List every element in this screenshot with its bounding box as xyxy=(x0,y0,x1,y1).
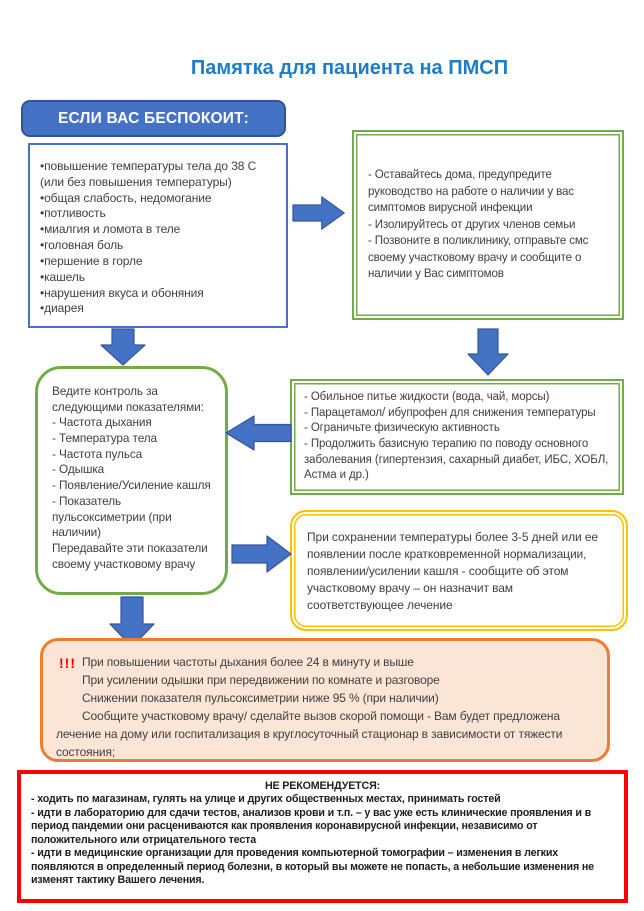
symptom-item: •кашель xyxy=(40,269,85,284)
stay-home-list xyxy=(368,167,608,282)
not-recommended-item: - ходить по магазинам, гулять на улице и других общественных местах, принимать гостей xyxy=(31,793,501,806)
emergency-line: При повышении частоты дыхания более 24 в минуту и выше xyxy=(82,655,414,669)
emergency-line: Снижении показателя пульсоксиметрии ниже 95 % (при наличии) xyxy=(82,691,439,705)
not-recommended-list xyxy=(31,793,614,887)
stay-home-item: - Изолируйтесь от других членов семьи xyxy=(368,217,576,231)
persistent-fever-text: При сохранении температуры более 3-5 дней или ее появлении после кратковременной нормализации, появлении/усилении кашля - сообщите об этом участковому врачу – он назначит вам соответствующее лечение xyxy=(307,530,598,613)
home-treatment-list xyxy=(304,390,610,484)
symptom-item: •потливость xyxy=(40,206,106,221)
symptom-item: •повышение температуры тела до 38 С (или без повышения температуры) xyxy=(40,159,257,189)
emergency-lines xyxy=(56,653,594,761)
home-treatment-item: - Ограничьте физическую активность xyxy=(304,422,500,435)
emergency-line: Сообщите участковому врачу/ сделайте вызов скорой помощи - Вам будет предложена лечение на дому или госпитализация в круглосуточный стационар в зависимости от тяжести состояния; xyxy=(56,709,563,759)
stay-home-item: - Позвоните в поликлинику, отправьте смс своему участковому врачу и сообщите о наличии у Вас симптомов xyxy=(368,234,589,281)
monitor-item: Передавайте эти показатели своему участковому врачу xyxy=(52,540,208,571)
monitor-list xyxy=(52,384,217,572)
monitor-item: Ведите контроль за следующими показателями: xyxy=(52,384,204,414)
triple-exclamation-icon: !!! xyxy=(59,655,76,671)
monitor-item: - Показатель пульсоксиметрии (при наличии) xyxy=(52,493,172,540)
symptoms-box xyxy=(28,143,288,328)
symptoms-list xyxy=(40,159,278,317)
symptom-item: •миалгия и ломота в теле xyxy=(40,222,181,237)
emergency-warning-box xyxy=(40,638,610,762)
arrow-right-icon xyxy=(292,193,346,233)
arrow-down-icon xyxy=(466,328,510,376)
not-recommended-box xyxy=(17,770,628,903)
symptom-item: •головная боль xyxy=(40,238,124,253)
home-treatment-item: - Продолжить базисную терапию по поводу основного заболевания (гипертензия, сахарный диабет, ИБС, ХОБЛ, Астма и др.) xyxy=(304,438,609,482)
page-title: Памятка для пациента на ПМСП xyxy=(190,57,509,79)
monitor-item: - Одышка xyxy=(52,462,105,477)
stay-home-item: - Оставайтесь дома, предупредите руководство на работе о наличии у вас симптомов вирусной инфекции xyxy=(368,168,574,215)
arrow-left-icon xyxy=(224,414,292,452)
arrow-right-icon xyxy=(231,534,293,574)
home-treatment-box xyxy=(290,379,624,495)
symptom-item: •нарушения вкуса и обоняния xyxy=(40,285,204,300)
symptom-item: •першение в горле xyxy=(40,253,143,268)
home-treatment-item: - Обильное питье жидкости (вода, чай, морсы) xyxy=(304,391,550,404)
monitor-indicators-box xyxy=(35,366,228,595)
monitor-item: - Частота дыхания xyxy=(52,415,152,430)
if-worried-label: ЕСЛИ ВАС БЕСПОКОИТ: xyxy=(58,109,249,127)
symptom-item: •общая слабость, недомогание xyxy=(40,190,212,205)
arrow-down-icon xyxy=(99,328,147,366)
not-recommended-item: - идти в лабораторию для сдачи тестов, анализов крови и т.п. – у вас уже есть клинические проявления и в период пандемии они расцениваются как проявления коронавирусной инфекции, независимо от положительного или отрицательного теста xyxy=(31,806,591,846)
monitor-item: - Частота пульса xyxy=(52,446,143,461)
persistent-fever-box xyxy=(290,510,628,631)
symptom-item: •диарея xyxy=(40,301,84,316)
emergency-line: При усилении одышки при передвижении по комнате и разговоре xyxy=(82,673,440,687)
not-recommended-item: - идти в медицинские организации для проведения компьютерной томографии – изменения в легких появляются в определенный период болезни, в который вы можете не попасть, а небольшие изменения не изменят тактику Вашего лечения. xyxy=(31,847,594,887)
monitor-item: - Появление/Усиление кашля xyxy=(52,478,211,493)
home-treatment-item: - Парацетамол/ ибупрофен для снижения температуры xyxy=(304,406,596,419)
not-recommended-title: НЕ РЕКОМЕНДУЕТСЯ: xyxy=(264,780,381,792)
stay-home-box xyxy=(352,130,624,320)
if-worried-header xyxy=(21,100,286,137)
monitor-item: - Температура тела xyxy=(52,431,158,446)
